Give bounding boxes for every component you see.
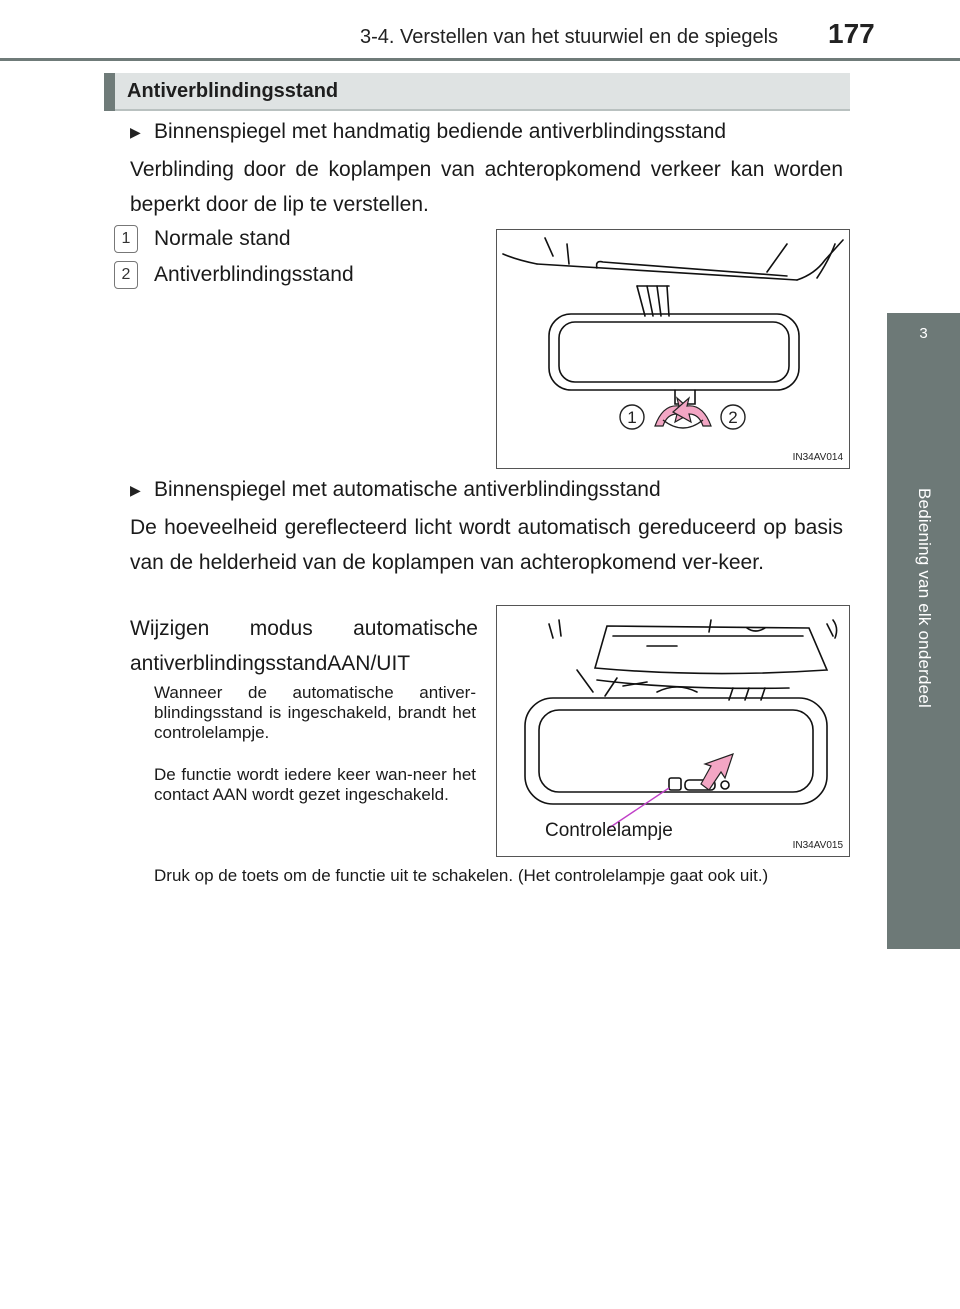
tilt-lever-arrows: [655, 398, 711, 428]
manual-mirror-title: Binnenspiegel met handmatig bediende antiverblindingsstand: [154, 120, 727, 143]
callout-1-marker: [620, 405, 644, 429]
auto-mirror-illustration: [496, 605, 850, 857]
manual-mirror-description: Verblinding door de koplampen van achteropkomend verkeer kan worden beperkt door de lip te verstellen.: [130, 158, 843, 216]
section-heading: Antiverblindingsstand: [127, 80, 339, 102]
triangle-bullet-icon: ▶: [130, 482, 141, 498]
figure-code: IN34AV015: [792, 840, 843, 851]
auto-mode-instruction: Wijzigen modus automatische antiverblindingsstandAAN/UIT: [130, 617, 478, 675]
mirror-drawing: [497, 230, 849, 468]
auto-mirror-title: Binnenspiegel met automatische antiverblindingsstand: [154, 478, 661, 501]
chapter-number: 3: [919, 325, 928, 342]
auto-note-switch-off: Druk op de toets om de functie uit te schakelen. (Het controlelampje gaat ook uit.): [154, 866, 769, 885]
manual-mirror-illustration: [496, 229, 850, 469]
auto-note-indicator: Wanneer de automatische antiver-blindingsstand is ingeschakeld, brandt het controlelampje.: [154, 683, 476, 742]
triangle-bullet-icon: ▶: [130, 124, 141, 140]
indicator-callout-label: Controlelampje: [545, 820, 673, 841]
auto-note-activation: De functie wordt iedere keer wan-neer het contact AAN wordt gezet ingeschakeld.: [154, 765, 476, 804]
header-rule: [0, 58, 960, 61]
callout-2-label: 2: [728, 408, 738, 427]
running-header: 3-4. Verstellen van het stuurwiel en de spiegels: [360, 26, 779, 48]
item-number-badge: 1: [114, 225, 138, 253]
page-number: 177: [828, 18, 875, 49]
auto-mirror-description: De hoeveelheid gereflecteerd licht wordt automatisch gereduceerd op basis van de helderheid van de koplampen van achteropkomend ver-keer.: [130, 516, 843, 574]
item-label-normal: Normale stand: [154, 227, 291, 250]
chapter-title: Bediening van elk onderdeel: [915, 488, 934, 708]
section-heading-marker: [104, 73, 115, 111]
item-label-antiglare: Antiverblindingsstand: [154, 263, 354, 286]
item-number-badge: 2: [114, 261, 138, 289]
callout-1-label: 1: [627, 408, 637, 427]
figure-code: IN34AV014: [792, 452, 843, 463]
auto-mirror-drawing: [497, 606, 849, 856]
callout-2-marker: [721, 405, 745, 429]
